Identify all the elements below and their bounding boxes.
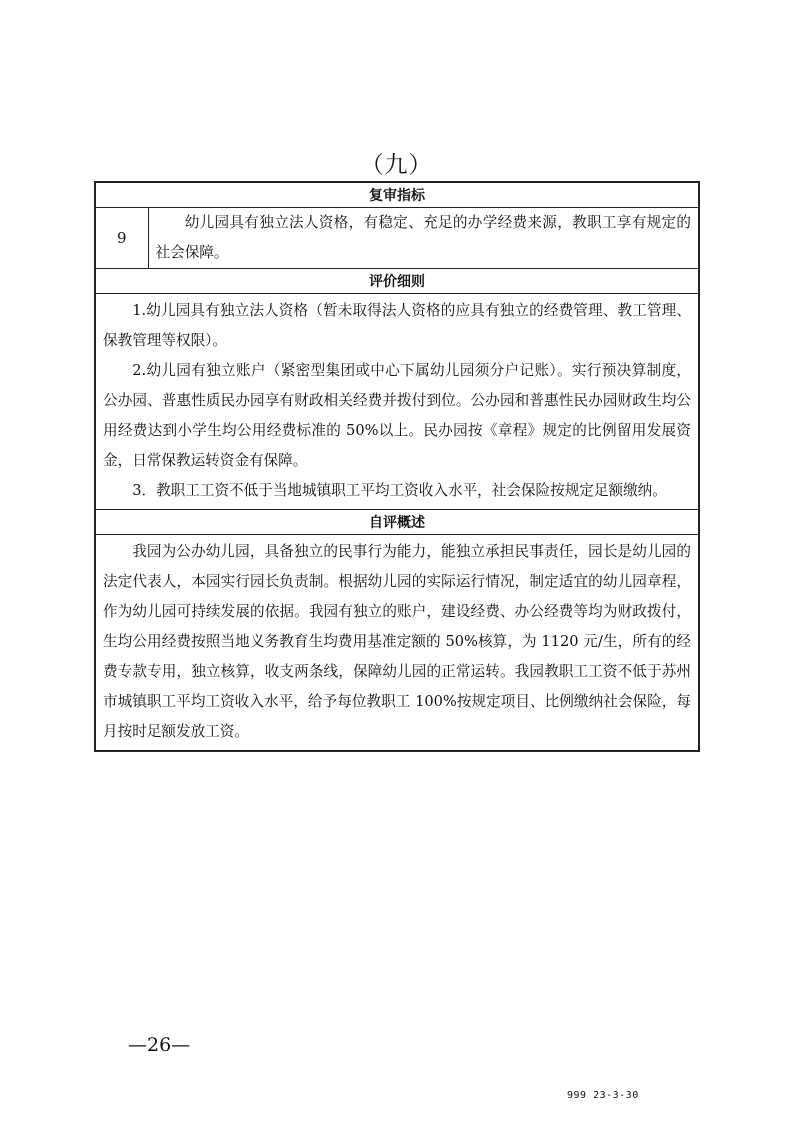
self-eval-text: 我园为公办幼儿园，具备独立的民事行为能力，能独立承担民事责任，园长是幼儿园的法定代表人，本园实行园长负责制。根据幼儿园的实际运行情况，制定适宜的幼儿园章程，作为幼儿园可持续发展的依据。我园有独立的账户，建设经费、办公经费等均为财政拨付，生均公用经费按照当地义务教育生均费用基准定额的 50%核算，为 1120 元/生，所有的经费专款专用，独立核算，收支两条线，保障幼儿园的正常运转。我园教职工工资不低于苏州市城镇职工平均工资收入水平，给予每位教职工 100%按规定项目、比例缴纳社会保险，每月按时足额发放工资。 xyxy=(103,543,691,740)
review-indicator-header: 复审指标 xyxy=(95,182,699,208)
review-table xyxy=(94,181,700,752)
criteria-cell xyxy=(95,294,699,510)
indicator-text-cell xyxy=(148,208,699,269)
criteria-item-3: 3．教职工工资不低于当地城镇职工平均工资收入水平，社会保险按规定足额缴纳。 xyxy=(132,482,667,499)
self-eval-cell xyxy=(95,535,699,752)
criteria-item-1: 1.幼儿园具有独立法人资格（暂未取得法人资格的应具有独立的经费管理、教工管理、保教管理等权限）。 xyxy=(103,302,691,349)
print-stamp: 999 23-3-30 xyxy=(567,1090,639,1101)
indicator-text: 幼儿园具有独立法人资格，有稳定、充足的办学经费来源，教职工享有规定的社会保障。 xyxy=(155,214,691,261)
criteria-item-2: 2.幼儿园有独立账户（紧密型集团或中心下属幼儿园须分户记账）。实行预决算制度，公办园、普惠性质民办园享有财政相关经费并拨付到位。公办园和普惠性民办园财政生均公用经费达到小学生均公用经费标准的 50%以上。民办园按《章程》规定的比例留用发展资金，日常保教运转资金有保障。 xyxy=(103,362,691,469)
section-title: （九） xyxy=(360,152,433,178)
criteria-header: 评价细则 xyxy=(95,269,699,294)
indicator-number: 9 xyxy=(95,208,148,269)
self-eval-header: 自评概述 xyxy=(95,510,699,535)
page-number: —26— xyxy=(128,1034,191,1056)
